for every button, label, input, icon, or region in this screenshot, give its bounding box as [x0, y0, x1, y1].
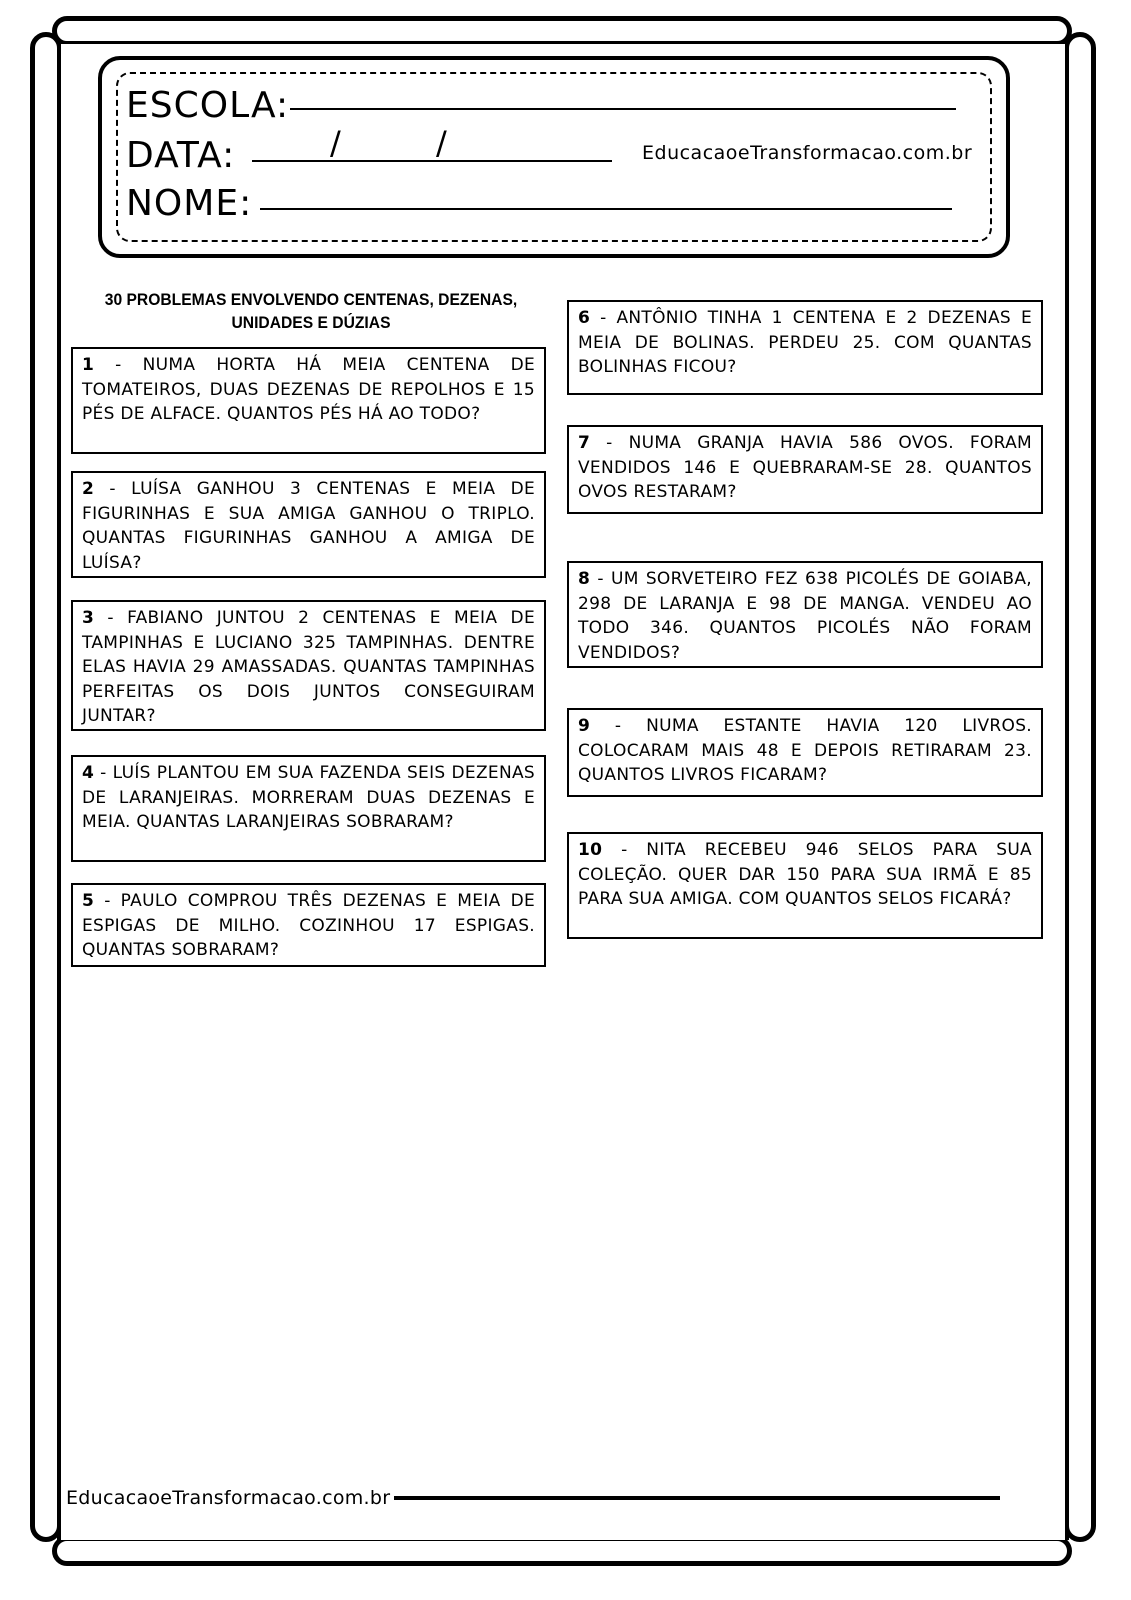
problem-number: 9	[578, 716, 591, 736]
problem-text: - PAULO COMPROU TRÊS DEZENAS E MEIA DE ESPIGAS DE MILHO. COZINHOU 17 ESPIGAS. QUANTAS SOBRARAM?	[82, 891, 535, 960]
problem-number: 7	[578, 433, 591, 453]
problem-3	[71, 600, 546, 731]
problem-7	[567, 425, 1043, 514]
problem-number: 3	[82, 608, 95, 628]
date-separator-1: /	[330, 124, 341, 162]
problem-9	[567, 708, 1043, 797]
frame-bottom-roll	[52, 1536, 1072, 1566]
problem-number: 4	[82, 763, 95, 783]
problem-text: - NUMA ESTANTE HAVIA 120 LIVROS. COLOCARAM MAIS 48 E DEPOIS RETIRARAM 23. QUANTOS LIVROS FICARAM?	[578, 716, 1032, 785]
name-line[interactable]	[260, 208, 952, 210]
problem-number: 6	[578, 308, 591, 328]
problem-8	[567, 561, 1043, 668]
name-label: NOME:	[126, 183, 253, 224]
problem-text: - UM SORVETEIRO FEZ 638 PICOLÉS DE GOIABA, 298 DE LARANJA E 98 DE MANGA. VENDEU AO TODO 346. QUANTOS PICOLÉS NÃO FORAM VENDIDOS?	[578, 569, 1032, 663]
school-line[interactable]	[290, 108, 956, 110]
frame-top-roll	[52, 16, 1072, 46]
problem-text: - NUMA GRANJA HAVIA 586 OVOS. FORAM VENDIDOS 146 E QUEBRARAM-SE 28. QUANTOS OVOS RESTARAM?	[578, 433, 1032, 502]
problem-number: 2	[82, 479, 95, 499]
problem-number: 1	[82, 355, 95, 375]
problem-number: 10	[578, 840, 603, 860]
date-separator-2: /	[436, 124, 447, 162]
problem-text: - LUÍS PLANTOU EM SUA FAZENDA SEIS DEZENAS DE LARANJEIRAS. MORRERAM DUAS DEZENAS E MEIA. QUANTAS LARANJEIRAS SOBRARAM?	[82, 763, 535, 832]
problem-number: 8	[578, 569, 591, 589]
footer-site-watermark: EducacaoeTransformacao.com.br	[66, 1487, 394, 1509]
problem-text: - FABIANO JUNTOU 2 CENTENAS E MEIA DE TAMPINHAS E LUCIANO 325 TAMPINHAS. DENTRE ELAS HAVIA 29 AMASSADAS. QUANTAS TAMPINHAS PERFEITAS OS DOIS JUNTOS CONSEGUIRAM JUNTAR?	[82, 608, 535, 726]
page-title: 30 PROBLEMAS ENVOLVENDO CENTENAS, DEZENAS, UNIDADES E DÚZIAS	[104, 290, 518, 332]
problem-text: - ANTÔNIO TINHA 1 CENTENA E 2 DEZENAS E MEIA DE BOLINAS. PERDEU 25. COM QUANTAS BOLINHAS FICOU?	[578, 308, 1032, 377]
date-line[interactable]	[252, 160, 612, 162]
student-info-header	[98, 56, 1010, 258]
problem-4	[71, 755, 546, 862]
problem-1	[71, 347, 546, 454]
problem-10	[567, 832, 1043, 939]
problem-number: 5	[82, 891, 95, 911]
problem-5	[71, 883, 546, 967]
problem-text: - NUMA HORTA HÁ MEIA CENTENA DE TOMATEIROS, DUAS DEZENAS DE REPOLHOS E 15 PÉS DE ALFACE. QUANTOS PÉS HÁ AO TODO?	[82, 355, 535, 424]
problem-text: - LUÍSA GANHOU 3 CENTENAS E MEIA DE FIGURINHAS E SUA AMIGA GANHOU O TRIPLO. QUANTAS FIGURINHAS GANHOU A AMIGA DE LUÍSA?	[82, 479, 535, 573]
problem-6	[567, 300, 1043, 395]
problem-2	[71, 471, 546, 578]
school-label: ESCOLA:	[126, 85, 290, 126]
problem-text: - NITA RECEBEU 946 SELOS PARA SUA COLEÇÃO. QUER DAR 150 PARA SUA IRMÃ E 85 PARA SUA AMIGA. COM QUANTOS SELOS FICARÁ?	[578, 840, 1032, 909]
date-label: DATA:	[126, 135, 236, 176]
site-watermark: EducacaoeTransformacao.com.br	[642, 142, 973, 164]
footer-rule	[360, 1496, 1000, 1500]
